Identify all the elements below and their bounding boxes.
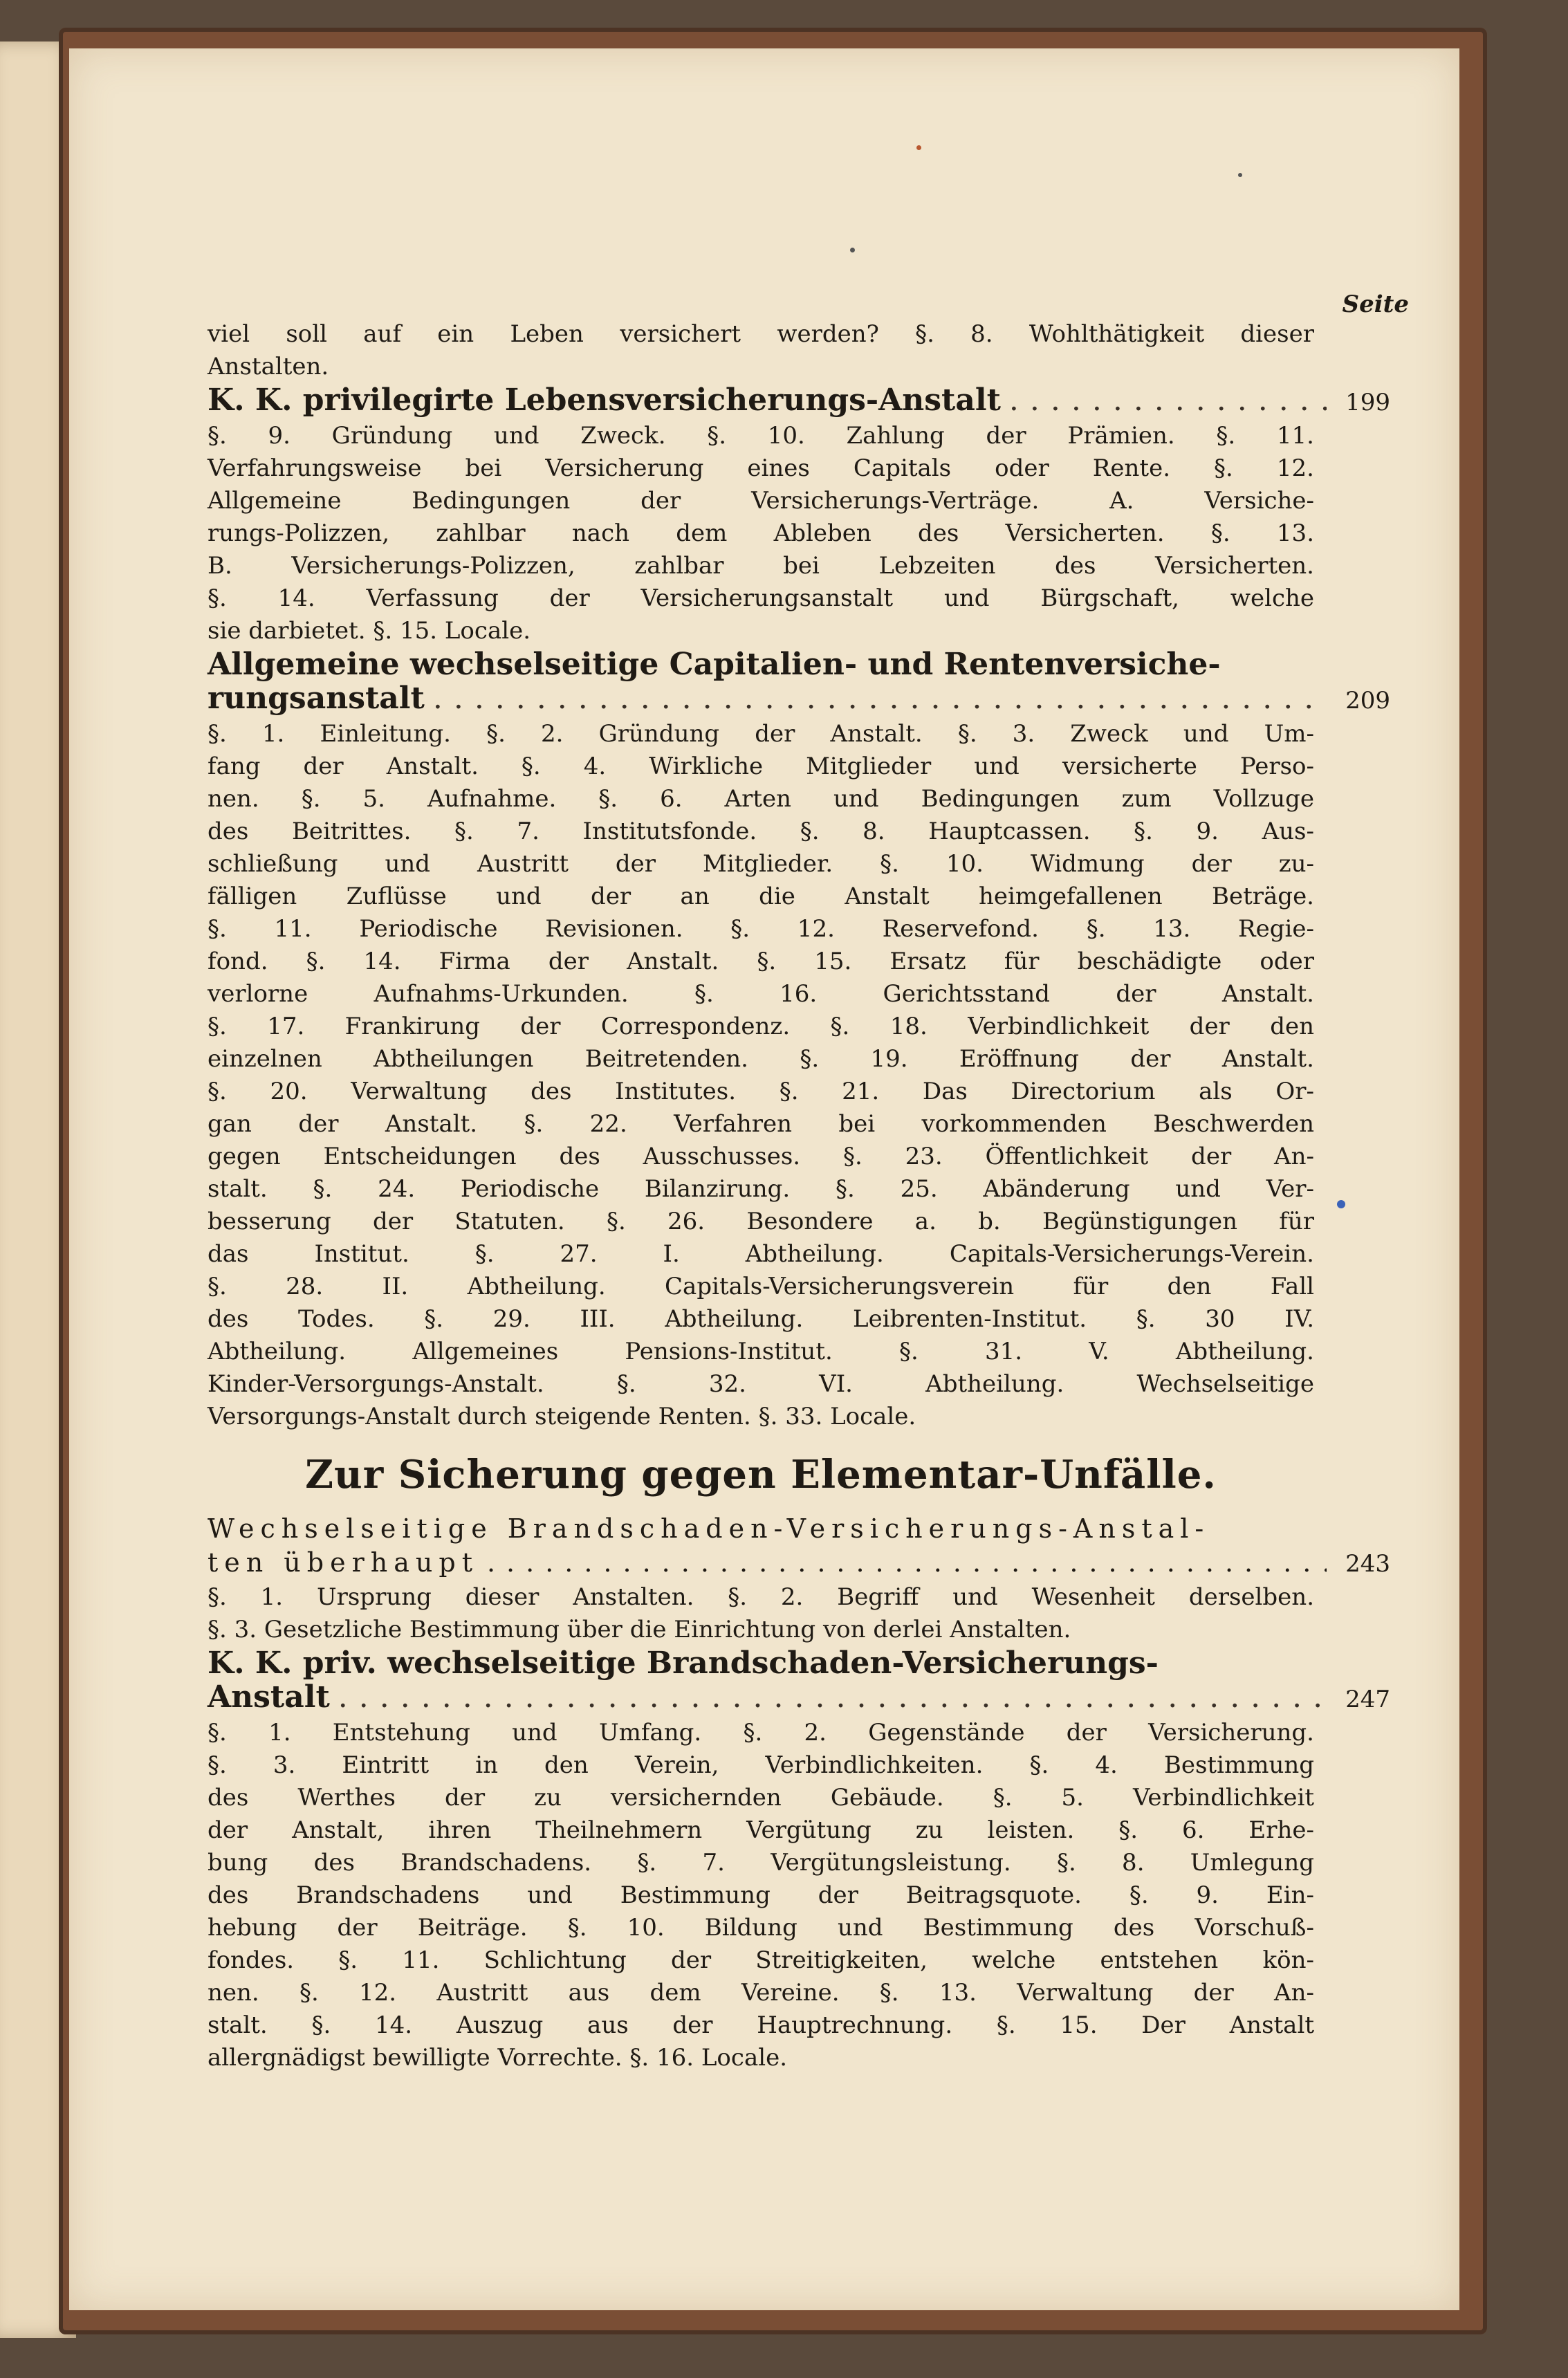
- toc-entry-rentenversicherung: [207, 647, 1390, 1433]
- toc-entry-title-line1: [207, 1646, 1314, 1680]
- seite-label: Seite: [1342, 291, 1409, 318]
- toc-line: einzelnen Abtheilungen Beitretenden. §. 19. Eröffnung der Anstalt.: [207, 1045, 1314, 1073]
- toc-entry-brandschaden-allgemein: [207, 1512, 1390, 1646]
- ink-spot: [1238, 173, 1242, 177]
- toc-line: verlorne Aufnahms-Urkunden. §. 16. Gerichtsstand der Anstalt.: [207, 980, 1314, 1008]
- leader-dots: [433, 681, 1327, 715]
- toc-line: §. 14. Verfassung der Versicherungsanstalt und Bürgschaft, welche: [207, 584, 1314, 612]
- toc-line: hebung der Beiträge. §. 10. Bildung und Bestimmung des Vorschuß-: [207, 1914, 1314, 1942]
- toc-line: Kinder-Versorgungs-Anstalt. §. 32. VI. Abtheilung. Wechselseitige: [207, 1370, 1314, 1398]
- leader-dots: [1009, 383, 1327, 417]
- toc-line: §. 11. Periodische Revisionen. §. 12. Reservefond. §. 13. Regie-: [207, 915, 1314, 943]
- toc-line: des Beitrittes. §. 7. Institutsfonde. §. 8. Hauptcassen. §. 9. Aus-: [207, 818, 1314, 845]
- toc-line: stalt. §. 14. Auszug aus der Hauptrechnung. §. 15. Der Anstalt: [207, 2011, 1314, 2039]
- toc-line: der Anstalt, ihren Theilnehmern Vergütung zu leisten. §. 6. Erhe-: [207, 1816, 1314, 1844]
- toc-line: §. 3. Gesetzliche Bestimmung über die Einrichtung von derlei Anstalten.: [207, 1616, 1071, 1643]
- toc-line: §. 1. Ursprung dieser Anstalten. §. 2. Begriff und Wesenheit derselben.: [207, 1583, 1314, 1611]
- toc-line: viel soll auf ein Leben versichert werden? §. 8. Wohlthätigkeit dieser: [207, 320, 1314, 348]
- toc-line: fondes. §. 11. Schlichtung der Streitigkeiten, welche entstehen kön-: [207, 1946, 1314, 1974]
- toc-line: gegen Entscheidungen des Ausschusses. §. 23. Öffentlichkeit der An-: [207, 1143, 1314, 1170]
- toc-line: stalt. §. 24. Periodische Bilanzirung. §. 25. Abänderung und Ver-: [207, 1175, 1314, 1203]
- toc-entry-title: [207, 681, 1390, 718]
- toc-line: fang der Anstalt. §. 4. Wirkliche Mitglieder und versicherte Perso-: [207, 753, 1314, 780]
- section-heading: Zur Sicherung gegen Elementar-Unfälle.: [305, 1452, 1217, 1497]
- toc-line: des Brandschadens und Bestimmung der Beitragsquote. §. 9. Ein-: [207, 1881, 1314, 1909]
- toc-line: Anstalten.: [207, 353, 329, 380]
- toc-line: §. 20. Verwaltung des Institutes. §. 21. Das Directorium als Or-: [207, 1078, 1314, 1105]
- toc-line: nen. §. 12. Austritt aus dem Vereine. §. 13. Verwaltung der An-: [207, 1979, 1314, 2007]
- toc-entry-title: [207, 1546, 1390, 1581]
- toc-page-number: 199: [1345, 389, 1390, 416]
- toc-line: sie darbietet. §. 15. Locale.: [207, 617, 531, 645]
- toc-line: nen. §. 5. Aufnahme. §. 6. Arten und Bedingungen zum Vollzuge: [207, 785, 1314, 813]
- toc-line: §. 28. II. Abtheilung. Capitals-Versicherungsverein für den Fall: [207, 1273, 1314, 1300]
- toc-line: das Institut. §. 27. I. Abtheilung. Capitals-Versicherungs-Verein.: [207, 1240, 1314, 1268]
- toc-entry-brandschaden-anstalt: [207, 1646, 1390, 2074]
- toc-line: §. 9. Gründung und Zweck. §. 10. Zahlung der Prämien. §. 11.: [207, 422, 1314, 450]
- toc-line: allergnädigst bewilligte Vorrechte. §. 16. Locale.: [207, 2044, 788, 2072]
- toc-line: §. 3. Eintritt in den Verein, Verbindlichkeiten. §. 4. Bestimmung: [207, 1751, 1314, 1779]
- toc-entry-title-line1: [207, 1512, 1314, 1546]
- toc-entry-lebensversicherung: [207, 382, 1390, 647]
- toc-line: rungs-Polizzen, zahlbar nach dem Ableben des Versicherten. §. 13.: [207, 519, 1314, 547]
- toc-line: Abtheilung. Allgemeines Pensions-Institut. §. 31. V. Abtheilung.: [207, 1338, 1314, 1365]
- toc-entry-title-text: K. K. privilegirte Lebensversicherungs-Anstalt: [207, 382, 1001, 418]
- toc-line: Verfahrungsweise bei Versicherung eines Capitals oder Rente. §. 12.: [207, 454, 1314, 482]
- ink-spot: [850, 248, 855, 252]
- toc-entry-title-line1: [207, 647, 1314, 681]
- leader-dots: [338, 1680, 1327, 1714]
- toc-entry-title-text: K. K. priv. wechselseitige Brandschaden-Versicherungs-: [207, 1646, 1159, 1681]
- leader-dots: [487, 1546, 1327, 1580]
- toc-entry-continuation: [207, 318, 1314, 383]
- toc-line: §. 1. Entstehung und Umfang. §. 2. Gegenstände der Versicherung.: [207, 1719, 1314, 1746]
- toc-line: des Werthes der zu versichernden Gebäude. §. 5. Verbindlichkeit: [207, 1784, 1314, 1812]
- toc-entry-title-text: Allgemeine wechselseitige Capitalien- und Rentenversiche-: [207, 647, 1221, 682]
- toc-line: B. Versicherungs-Polizzen, zahlbar bei Lebzeiten des Versicherten.: [207, 552, 1314, 580]
- toc-page-number: 209: [1345, 687, 1390, 715]
- toc-line: gan der Anstalt. §. 22. Verfahren bei vorkommenden Beschwerden: [207, 1110, 1314, 1138]
- toc-line: §. 1. Einleitung. §. 2. Gründung der Anstalt. §. 3. Zweck und Um-: [207, 720, 1314, 748]
- toc-line: fond. §. 14. Firma der Anstalt. §. 15. Ersatz für beschädigte oder: [207, 948, 1314, 975]
- toc-line: fälligen Zuflüsse und der an die Anstalt heimgefallenen Beträge.: [207, 883, 1314, 910]
- toc-entry-title-text: ten überhaupt: [207, 1547, 479, 1578]
- toc-line: des Todes. §. 29. III. Abtheilung. Leibrenten-Institut. §. 30 IV.: [207, 1305, 1314, 1333]
- toc-entry-title-text: rungsanstalt: [207, 681, 425, 716]
- toc-entry-title-text: Anstalt: [207, 1679, 330, 1715]
- toc-entry-title: [207, 1679, 1390, 1717]
- toc-line: §. 17. Frankirung der Correspondenz. §. 18. Verbindlichkeit der den: [207, 1013, 1314, 1040]
- ink-spot: [916, 145, 921, 150]
- toc-page-number: 247: [1345, 1686, 1390, 1713]
- toc-entry-title-text: Wechselseitige Brandschaden-Versicherungs-Anstal-: [207, 1513, 1210, 1544]
- toc-entry-title: [207, 382, 1390, 420]
- toc-line: schließung und Austritt der Mitglieder. §. 10. Widmung der zu-: [207, 850, 1314, 878]
- toc-line: bung des Brandschadens. §. 7. Vergütungsleistung. §. 8. Umlegung: [207, 1849, 1314, 1877]
- toc-line: Versorgungs-Anstalt durch steigende Renten. §. 33. Locale.: [207, 1403, 916, 1430]
- ink-spot: [1337, 1200, 1345, 1208]
- toc-page-number: 243: [1345, 1550, 1390, 1578]
- toc-line: Allgemeine Bedingungen der Versicherungs-Verträge. A. Versiche-: [207, 487, 1314, 515]
- toc-line: besserung der Statuten. §. 26. Besondere a. b. Begünstigungen für: [207, 1208, 1314, 1235]
